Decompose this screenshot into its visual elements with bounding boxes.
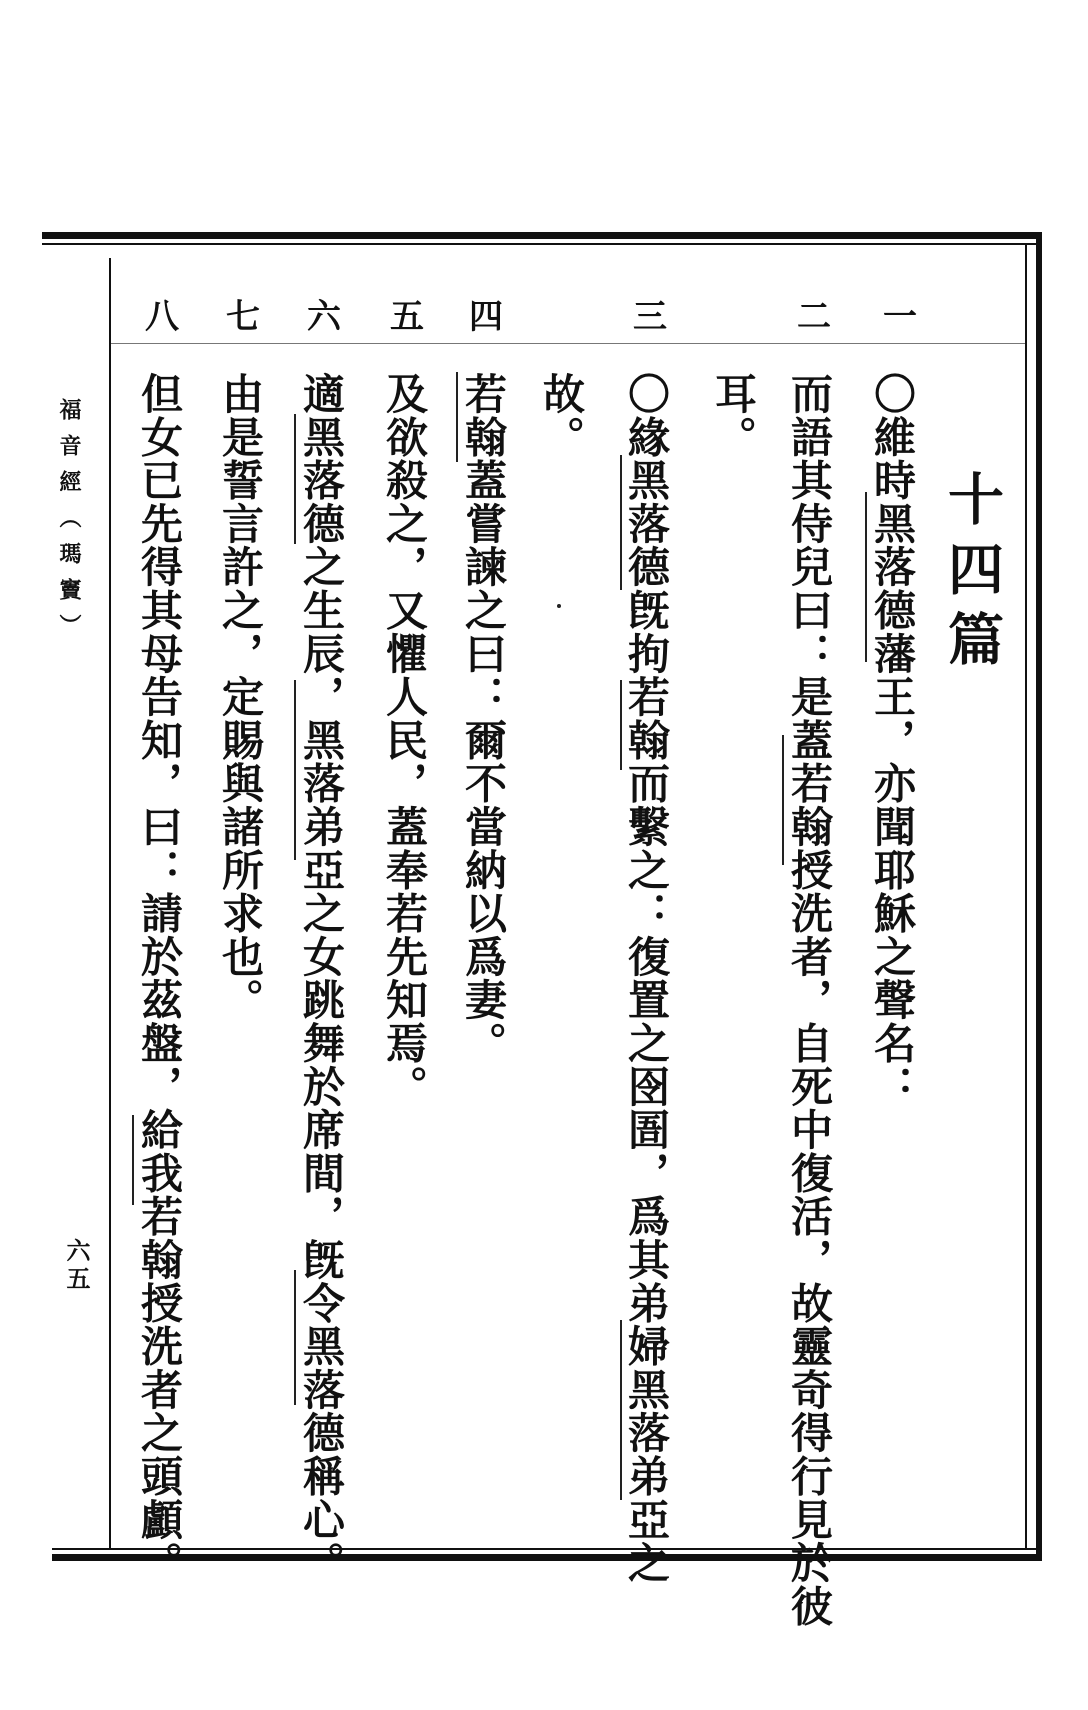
frame-left-rule: [109, 258, 111, 1548]
text-column-6: 適黑落德之生辰，黑落弟亞之女跳舞於席間，旣令黑落德稱心。: [297, 372, 346, 1585]
name-mark-john-3: [456, 372, 458, 462]
text-column-4: 若翰蓋嘗諫之曰：爾不當納以爲妻。: [459, 372, 508, 1065]
verse-number-8: 八: [145, 297, 179, 337]
frame-right-thick-rule: [1036, 232, 1042, 1561]
name-mark-herod-3: [294, 414, 296, 544]
frame-top-thin-rule: [42, 243, 1042, 245]
name-mark-herod-4: [294, 1270, 296, 1405]
text-column-3-continued: 故。: [537, 372, 586, 459]
verse-number-5: 五: [390, 297, 424, 337]
name-mark-john-2: [620, 680, 622, 770]
frame-top-thick-rule: [42, 232, 1042, 239]
stray-dot: [557, 604, 561, 608]
text-column-5: 及欲殺之，又懼人民，蓋奉若先知焉。: [380, 372, 429, 1109]
frame-bottom-thin-rule: [52, 1548, 1042, 1550]
chapter-title: 十四篇: [939, 470, 1005, 680]
verse-number-7: 七: [226, 297, 260, 337]
verse-number-divider: [111, 343, 1025, 344]
text-column-3: 〇緣黑落德旣拘若翰而繫之：復置之囹圄，爲其弟婦黑落弟亞之: [622, 372, 671, 1585]
name-mark-herodias-2: [294, 680, 296, 860]
text-column-2-continued: 耳。: [709, 372, 758, 459]
verse-number-3: 三: [633, 297, 667, 337]
text-column-8: 但女已先得其母告知，曰：請於茲盤，給我若翰授洗者之頭顱。: [135, 372, 184, 1585]
name-mark-herod-1: [865, 492, 867, 662]
verse-number-2: 二: [797, 297, 831, 337]
frame-bottom-thick-rule: [52, 1554, 1042, 1561]
text-column-2: 而語其侍兒曰：是蓋若翰授洗者，自死中復活，故靈奇得行見於彼: [785, 372, 834, 1628]
frame-right-thin-rule: [1025, 245, 1027, 1548]
page-number: 六五: [62, 1238, 91, 1294]
text-column-1: 〇維時黑落德藩王，亦聞耶穌之聲名：: [868, 372, 917, 1109]
name-mark-john-1: [782, 735, 784, 865]
verse-number-1: 一: [883, 297, 917, 337]
verse-number-6: 六: [307, 297, 341, 337]
verse-number-4: 四: [469, 297, 503, 337]
name-mark-john-4: [132, 1115, 134, 1205]
name-mark-herodias-1: [620, 1320, 622, 1500]
name-mark-herod-2: [620, 455, 622, 590]
book-title-margin: 福音經（瑪竇）: [56, 398, 82, 650]
text-column-7: 由是誓言許之，定賜與諸所求也。: [216, 372, 265, 1022]
